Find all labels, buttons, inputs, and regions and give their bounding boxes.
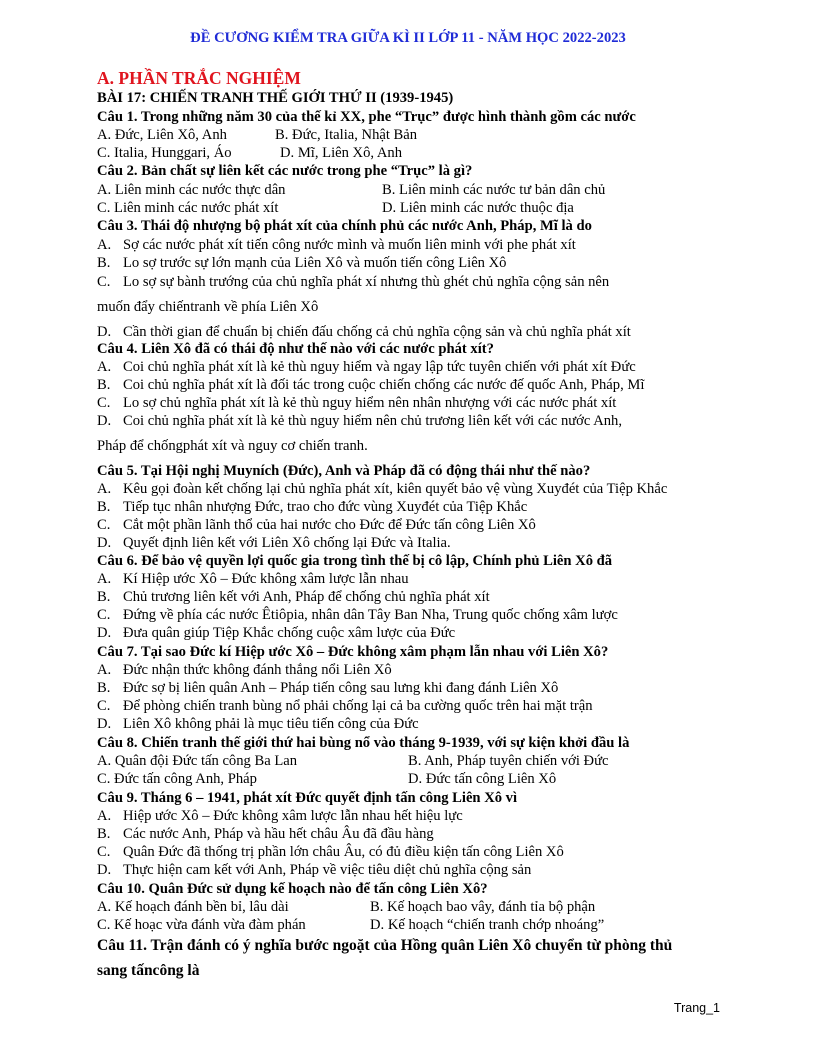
q6-option-b: B. Chủ trương liên kết với Anh, Pháp để chống chủ nghĩa phát xít	[97, 589, 490, 605]
q5-option-c: C. Cắt một phần lãnh thổ của hai nước cho Đức để Đức tấn công Liên Xô	[97, 517, 536, 533]
q6-option-c: C. Đứng về phía các nước Êtiôpia, nhân dân Tây Ban Nha, Trung quốc chống xâm lược	[97, 607, 618, 623]
question-2: Câu 2. Bản chất sự liên kết các nước trong phe “Trục” là gì?	[97, 163, 473, 179]
q5-option-d: D. Quyết định liên kết với Liên Xô chống lại Đức và Italia.	[97, 535, 451, 551]
q7-option-c: C. Để phòng chiến tranh bùng nổ phải chống lại cả ba cường quốc trên hai mặt trận	[97, 698, 593, 714]
q3-option-c: C. Lo sợ sự bành trướng của chủ nghĩa phát xí nhưng thù ghét chủ nghĩa cộng sản nên	[97, 274, 610, 290]
q7-option-b: B. Đức sợ bị liên quân Anh – Pháp tiến công sau lưng khi đang đánh Liên Xô	[97, 680, 559, 696]
q5-option-a: A. Kêu gọi đoàn kết chống lại chủ nghĩa phát xít, kiên quyết bảo vệ vùng Xuyđét của Tiệp Khắc	[97, 481, 668, 497]
q9-option-b: B. Các nước Anh, Pháp và hầu hết châu Âu đã đầu hàng	[97, 826, 434, 842]
q5-option-b: B. Tiếp tục nhân nhượng Đức, trao cho đức vùng Xuyđét của Tiệp Khắc	[97, 499, 528, 515]
q9-option-c: C. Quân Đức đã thống trị phần lớn châu Âu, có đủ điều kiện tấn công Liên Xô	[97, 844, 564, 860]
page-number: Trang_1	[673, 1001, 720, 1015]
q9-option-d: D. Thực hiện cam kết với Anh, Pháp về việc tiêu diệt chủ nghĩa cộng sản	[97, 862, 532, 878]
q8-option-a: A. Quân đội Đức tấn công Ba Lan	[97, 753, 298, 769]
q1-option-c: C. Italia, Hunggari, Áo	[97, 145, 232, 161]
q4-option-d: D. Coi chủ nghĩa phát xít là kẻ thù nguy hiểm nên chủ trương liên kết với các nước Anh,	[97, 413, 622, 429]
q7-option-d: D. Liên Xô không phải là mục tiêu tiến công của Đức	[97, 716, 419, 732]
q2-option-a: A. Liên minh các nước thực dân	[97, 182, 286, 198]
q3-option-d: D. Cần thời gian để chuẩn bị chiến đấu chống cả chủ nghĩa cộng sản và chủ nghĩa phát xít	[97, 324, 631, 340]
q8-option-c: C. Đức tấn công Anh, Pháp	[97, 771, 257, 787]
question-5: Câu 5. Tại Hội nghị Muyních (Đức), Anh và Pháp đã có động thái như thế nào?	[97, 463, 591, 479]
q3-option-c-continued: muốn đẩy chiếntranh về phía Liên Xô	[97, 299, 319, 315]
question-11: Câu 11. Trận đánh có ý nghĩa bước ngoặt của Hồng quân Liên Xô chuyển từ phòng thủ	[97, 937, 673, 954]
q1-option-b: B. Đức, Italia, Nhật Bản	[275, 127, 418, 143]
lesson-heading: BÀI 17: CHIẾN TRANH THẾ GIỚI THỨ II (1939-1945)	[97, 90, 454, 106]
q4-option-d-continued: Pháp để chốngphát xít và nguy cơ chiến tranh.	[97, 438, 368, 454]
q4-option-b: B. Coi chủ nghĩa phát xít là đối tác trong cuộc chiến chống các nước đế quốc Anh, Pháp, Mĩ	[97, 377, 645, 393]
q10-option-c: C. Kế hoạc vừa đánh vừa đàm phán	[97, 917, 306, 933]
q10-option-d: D. Kế hoạch “chiến tranh chớp nhoáng”	[370, 917, 605, 933]
q6-option-a: A. Kí Hiệp ước Xô – Đức không xâm lược lẫn nhau	[97, 571, 409, 587]
q10-option-a: A. Kế hoạch đánh bền bỉ, lâu dài	[97, 899, 289, 915]
question-10: Câu 10. Quân Đức sử dụng kế hoạch nào để tấn công Liên Xô?	[97, 881, 488, 897]
q1-option-a: A. Đức, Liên Xô, Anh	[97, 127, 227, 143]
question-4: Câu 4. Liên Xô đã có thái độ như thế nào với các nước phát xít?	[97, 341, 494, 357]
q10-option-b: B. Kế hoạch bao vây, đánh tỉa bộ phận	[370, 899, 596, 915]
question-11-continued: sang tấncông là	[97, 962, 200, 979]
question-8: Câu 8. Chiến tranh thế giới thứ hai bùng nổ vào tháng 9-1939, với sự kiện khởi đầu là	[97, 735, 630, 751]
q3-option-b: B. Lo sợ trước sự lớn mạnh của Liên Xô và muốn tiến công Liên Xô	[97, 255, 507, 271]
q3-option-a: A. Sợ các nước phát xít tiến công nước mình và muốn liên minh với phe phát xít	[97, 237, 576, 253]
q4-option-a: A. Coi chủ nghĩa phát xít là kẻ thù nguy hiểm và ngay lập tức tuyên chiến với phát xít Đức	[97, 359, 636, 375]
q1-option-d: D. Mĩ, Liên Xô, Anh	[280, 145, 403, 161]
q7-option-a: A. Đức nhận thức không đánh thắng nổi Liên Xô	[97, 662, 392, 678]
q2-option-b: B. Liên minh các nước tư bản dân chủ	[382, 182, 606, 198]
q6-option-d: D. Đưa quân giúp Tiệp Khắc chống cuộc xâm lược của Đức	[97, 625, 456, 641]
q2-option-d: D. Liên minh các nước thuộc địa	[382, 200, 574, 216]
question-9: Câu 9. Tháng 6 – 1941, phát xít Đức quyết định tấn công Liên Xô vì	[97, 790, 518, 806]
question-1: Câu 1. Trong những năm 30 của thế kỉ XX, phe “Trục” được hình thành gồm các nước	[97, 109, 636, 125]
q8-option-d: D. Đức tấn công Liên Xô	[408, 771, 557, 787]
q4-option-c: C. Lo sợ chủ nghĩa phát xít là kẻ thù nguy hiểm nên nhân nhượng với các nước phát xít	[97, 395, 617, 411]
page-title: ĐỀ CƯƠNG KIỂM TRA GIỮA KÌ II LỚP 11 - NĂM HỌC 2022-2023	[190, 30, 626, 46]
question-3: Câu 3. Thái độ nhượng bộ phát xít của chính phủ các nước Anh, Pháp, Mĩ là do	[97, 218, 592, 234]
q9-option-a: A. Hiệp ước Xô – Đức không xâm lược lẫn nhau hết hiệu lực	[97, 808, 463, 824]
question-7: Câu 7. Tại sao Đức kí Hiệp ước Xô – Đức không xâm phạm lẫn nhau với Liên Xô?	[97, 644, 609, 660]
q8-option-b: B. Anh, Pháp tuyên chiến với Đức	[408, 753, 609, 769]
q2-option-c: C. Liên minh các nước phát xít	[97, 200, 279, 216]
question-6: Câu 6. Để bảo vệ quyền lợi quốc gia trong tình thế bị cô lập, Chính phủ Liên Xô đã	[97, 553, 613, 569]
section-heading: A. PHẦN TRẮC NGHIỆM	[97, 68, 301, 88]
